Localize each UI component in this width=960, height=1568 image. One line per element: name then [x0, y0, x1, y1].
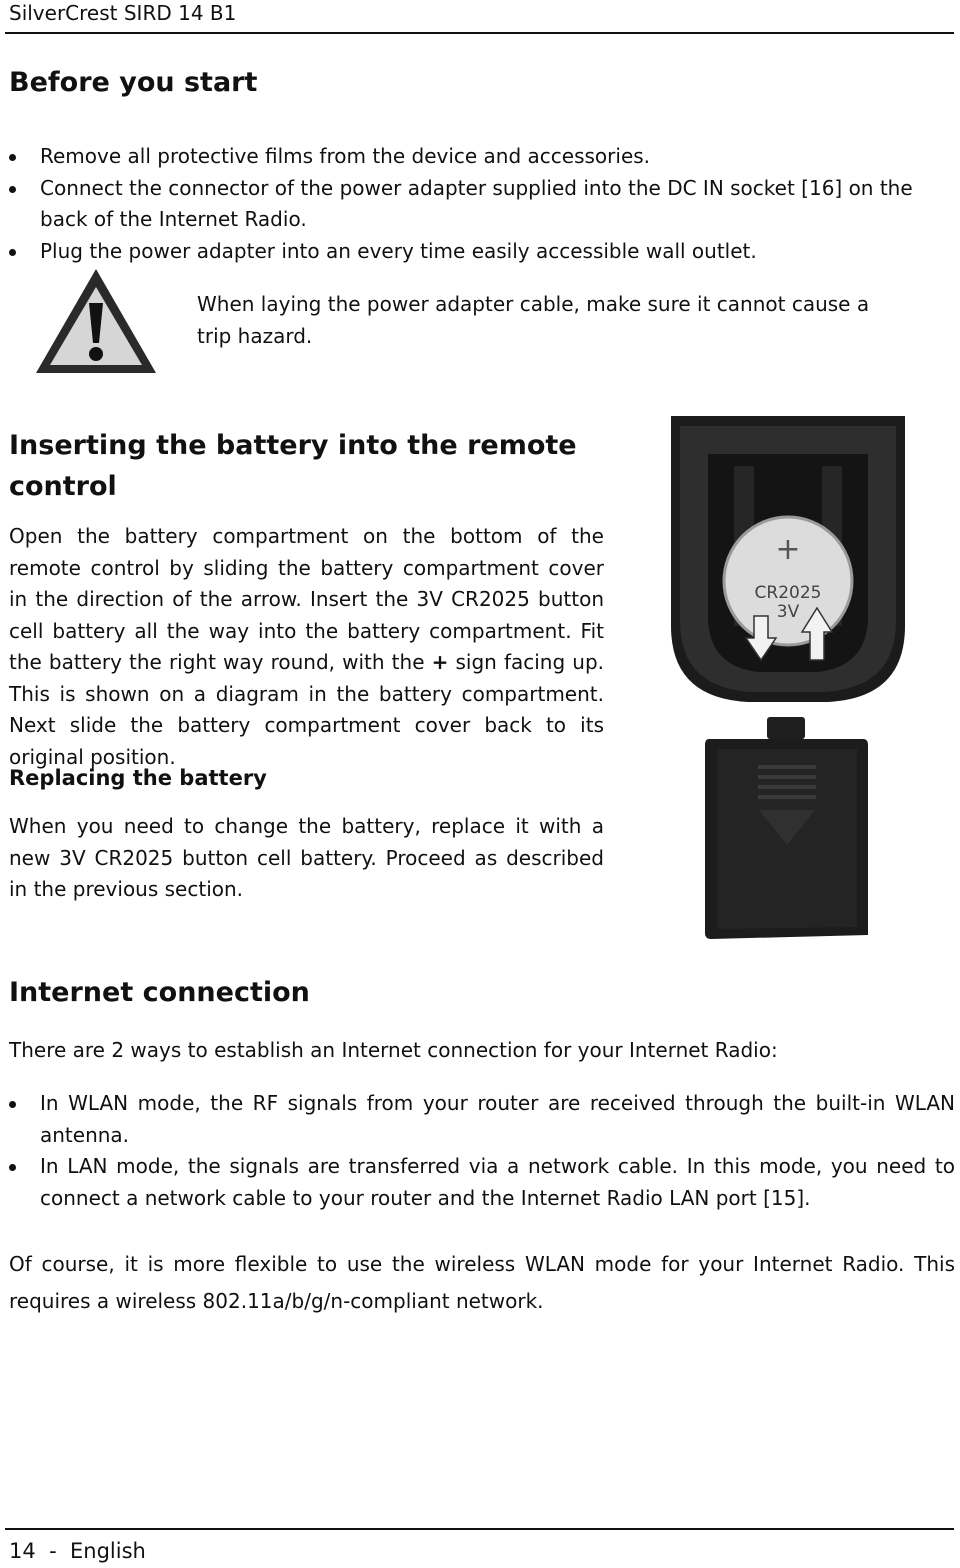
battery-compartment-image: [668, 416, 908, 706]
internet-intro: There are 2 ways to establish an Internet connection for your Internet Radio:: [9, 1038, 778, 1062]
list-item: Plug the power adapter into an every time easily accessible wall outlet.: [0, 236, 955, 268]
section-title-internet-connection: Internet connection: [9, 977, 310, 1008]
internet-connection-list: [0, 1088, 955, 1214]
battery-cover-image: [703, 715, 869, 940]
battery-plus-label: +: [775, 532, 801, 567]
battery-model-label: CR2025: [754, 583, 822, 603]
before-you-start-list: [0, 141, 955, 267]
bullet-icon: [9, 249, 16, 256]
internet-closing: Of course, it is more flexible to use the wireless WLAN mode for your Internet Radio. This requires a wireless 802.11a/b/g/n-compliant network.: [9, 1252, 955, 1313]
section-title-before-you-start: Before you start: [9, 67, 258, 98]
battery-voltage-label: 3V: [776, 602, 800, 622]
list-item: Connect the connector of the power adapter supplied into the DC IN socket [16] on the back of the Internet Radio.: [0, 173, 955, 236]
replacing-instructions: When you need to change the battery, replace it with a new 3V CR2025 button cell battery. Proceed as described in the previous section.: [9, 814, 604, 901]
plus-sign: +: [431, 650, 449, 674]
warning-triangle-icon: [32, 265, 160, 377]
list-item: Remove all protective films from the device and accessories.: [0, 141, 955, 173]
list-item: In WLAN mode, the RF signals from your router are received through the built-in WLAN antenna.: [0, 1088, 955, 1151]
section-title-battery: Inserting the battery into the remote control: [9, 430, 577, 502]
list-item: In LAN mode, the signals are transferred via a network cable. In this mode, you need to connect a network cable to your router and the Internet Radio LAN port [15].: [0, 1151, 955, 1214]
bullet-icon: [9, 1101, 16, 1108]
battery-instructions: Open the battery compartment on the bottom of the remote control by sliding the battery compartment cover in the direction of the arrow. Insert the 3V CR2025 button cell battery all the way into the battery compartment. Fit the battery the right way round, with the + sign facing up. This is shown on a diagram in the battery compartment. Next slide the battery compartment cover back to its original position.: [9, 524, 605, 769]
running-header: SilverCrest SIRD 14 B1: [9, 1, 237, 25]
page-footer: [9, 1536, 146, 1566]
page-number: 14 - English: [9, 1539, 146, 1563]
footer-rule: [5, 1528, 954, 1530]
warning-text: When laying the power adapter cable, make sure it cannot cause a trip hazard.: [197, 292, 870, 348]
bullet-icon: [9, 154, 16, 161]
section-title-replacing-battery: Replacing the battery: [9, 766, 267, 790]
header-rule: [5, 32, 954, 34]
bullet-icon: [9, 1164, 16, 1171]
bullet-icon: [9, 186, 16, 193]
